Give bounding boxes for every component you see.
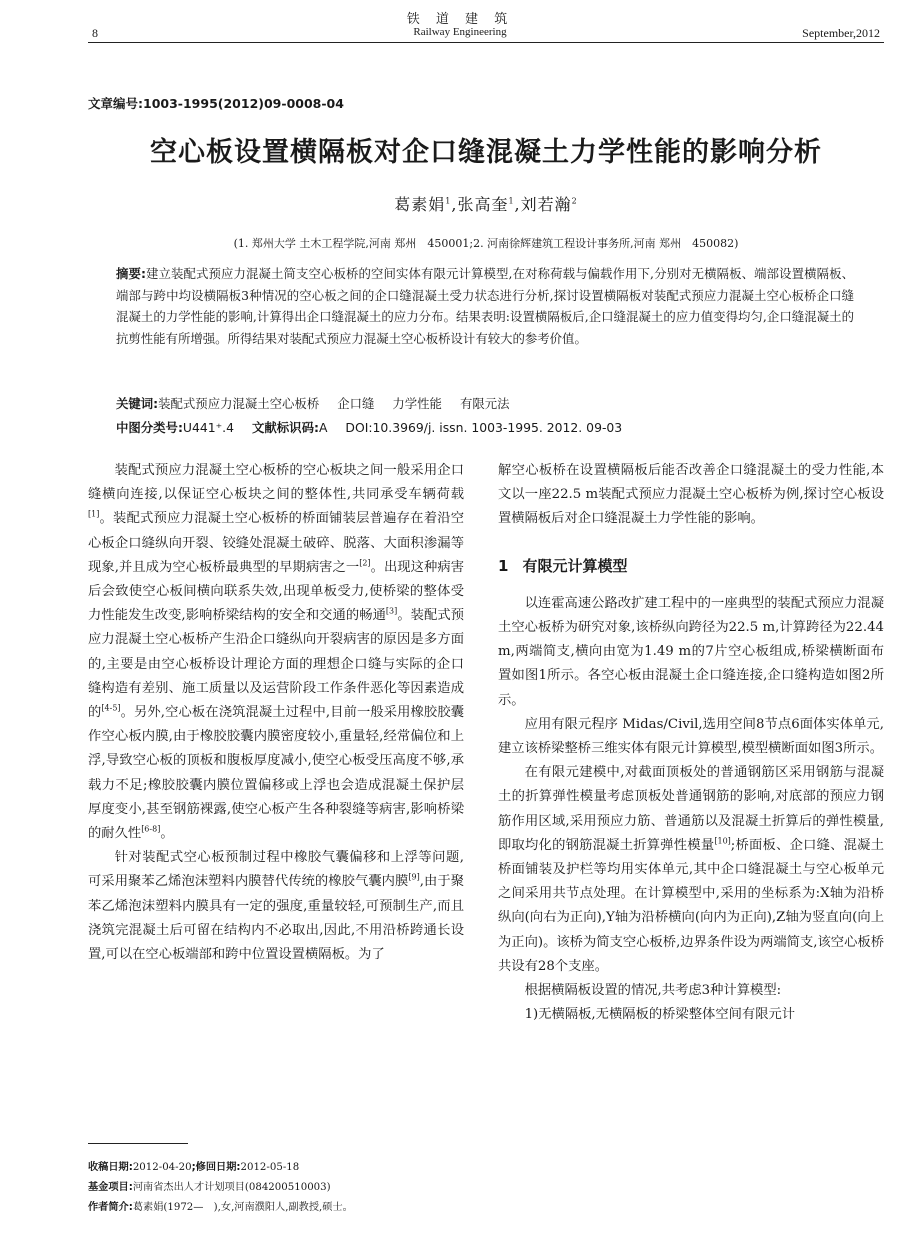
author-list — [88, 192, 884, 215]
footnote-rule — [88, 1143, 188, 1144]
affiliation: (1. 郑州大学 土木工程学院,河南 郑州 450001;2. 河南徐辉建筑工程设计事务所,河南 郑州 450082) — [233, 237, 739, 250]
keyword: 装配式预应力混凝土空心板桥 — [158, 396, 320, 411]
fund-text: 河南省杰出人才计划项目(084200510003) — [132, 1182, 331, 1193]
keyword: 有限元法 — [459, 396, 510, 411]
doc-code-label: 文献标识码: — [252, 420, 319, 435]
doc-code-value: A — [318, 420, 328, 435]
abstract-text: 建立装配式预应力混凝土简支空心板桥的空间实体有限元计算模型,在对称荷载与偏载作用下,分别对无横隔板、端部设置横隔板、端部与跨中均设横隔板3种情况的空心板之间的企口缝混凝土受力状态进行分析,探讨设置横隔板对装配式预应力混凝土空心板桥企口缝混凝土的力学性能的影响,计算得出企口缝混凝土的应力分布。结果表明:设置横隔板后,企口缝混凝土的应力值变得均匀,企口缝混凝土的抗剪性能有所增强。所得结果对装配式预应力混凝土空心板桥设计有较大的参考价值。 — [116, 266, 854, 346]
text-run: 。装配式预应力混凝土空心板桥的桥面铺装层普遍存在着沿空心板企口缝纵向开裂、铰缝处混凝土破碎、脱落、大面积渗漏等现象,并且成为空心板桥最典型的早期病害之一 — [88, 511, 464, 575]
footnote-fund — [88, 1180, 468, 1196]
clc-value: U441⁺.4 — [182, 420, 235, 435]
text-run: ,由于聚苯乙烯泡沫塑料内膜具有一定的强度,重量较轻,可预制生产,而且浇筑完混凝土后可留在结构内不必取出,因此,不用沿桥跨通长设置,可以在空心板端部和跨中位置设置横隔板。为了 — [88, 874, 464, 963]
revised-label: ;修回日期: — [191, 1162, 241, 1173]
keyword: 力学性能 — [392, 396, 442, 411]
classification-line — [116, 418, 854, 436]
paragraph: 解空心板桥在设置横隔板后能否改善企口缝混凝土的受力性能,本文以一座22.5 m装配式预应力混凝土空心板桥为例,探讨空心板设置横隔板后对企口缝混凝土力学性能的影响。 — [498, 463, 884, 527]
author-affil-sup: 1 — [445, 196, 452, 206]
article-number — [88, 94, 344, 112]
footnote-author — [88, 1200, 468, 1216]
author-bio-label: 作者简介: — [88, 1202, 133, 1213]
author-separator: , — [514, 195, 521, 214]
page-number: 8 — [92, 26, 98, 40]
body-left-column — [88, 459, 464, 967]
paragraph: 根据横隔板设置的情况,共考虑3种计算模型: — [524, 983, 782, 999]
author-name: 葛素娟 — [394, 195, 446, 214]
keyword: 企口缝 — [337, 396, 375, 411]
paragraph — [88, 459, 464, 846]
text-run: 。另外,空心板在浇筑混凝土过程中,目前一般采用橡胶胶囊作空心板内膜,由于橡胶胶囊内膜密度较小,重量轻,经常偏位和上浮,导致空心板的顶板和腹板厚度减小,使空心板受压高度不够,承载力不足;橡胶胶囊内膜位置偏移或上浮也会造成混凝土保护层厚度变小,甚至钢筋裸露,使空心板产生各种裂缝等病害,影响桥梁的耐久性 — [88, 705, 465, 842]
journal-name-cn: 铁 道 建 筑 — [406, 12, 514, 27]
abstract-label: 摘要: — [116, 266, 146, 281]
section-heading — [498, 554, 884, 578]
author-name: 刘若瀚 — [520, 195, 572, 214]
keywords — [116, 394, 854, 412]
header-rule — [88, 42, 884, 43]
abstract — [116, 263, 854, 349]
footnote-dates — [88, 1160, 468, 1176]
citation: [9] — [408, 873, 420, 883]
text-run: 在有限元建模中,对截面顶板处的普通钢筋区采用钢筋与混凝土的折算弹性模量考虑顶板处普通钢筋的影响,对底部的预应力钢筋作用区域,采用预应力筋、普通筋以及混凝土折算后的弹性模量,即取均化的钢筋混凝土折算弹性模量 — [498, 765, 884, 853]
citation: [10] — [714, 836, 731, 846]
clc-label: 中图分类号: — [116, 420, 183, 435]
paragraph — [88, 846, 464, 967]
text-run: ;桥面板、企口缝、混凝土桥面铺装及护栏等均用实体单元,其中企口缝混凝土与空心板单元之间采用共节点处理。在计算模型中,采用的坐标系为:X轴为沿桥纵向(向右为正向),Y轴为沿桥横向(向内为正向),Z轴为竖直向(向上为正向)。该桥为简支空心板桥,边界条件设为两端简支,该空心板桥共设有28个支座。 — [498, 837, 885, 974]
text-run: 。 — [160, 826, 174, 842]
citation: [4-5] — [101, 703, 121, 713]
section-number: 1 — [498, 556, 509, 575]
issue-date: September,2012 — [802, 26, 880, 40]
author-separator: , — [451, 195, 458, 214]
received-date: 2012-04-20 — [132, 1162, 192, 1173]
revised-date: 2012-05-18 — [240, 1162, 300, 1173]
paragraph: 1)无横隔板,无横隔板的桥梁整体空间有限元计 — [524, 1007, 796, 1023]
author-bio-text: 葛素娟(1972— ),女,河南濮阳人,副教授,硕士。 — [132, 1202, 353, 1213]
keywords-label: 关键词: — [116, 396, 159, 411]
fund-label: 基金项目: — [88, 1182, 133, 1193]
article-number-label: 文章编号: — [88, 96, 143, 111]
text-run: 。出现这种病害后会致使空心板间横向联系失效,出现单板受力,使桥梁的整体受力性能发生改变,影响桥梁结构的安全和交通的畅通 — [88, 559, 464, 624]
paragraph — [498, 761, 884, 979]
body-right-column — [498, 459, 884, 1027]
journal-name-en: Railway Engineering — [413, 26, 507, 38]
text-run: 。装配式预应力混凝土空心板桥产生沿企口缝纵向开裂病害的原因是多方面的,主要是由空心板桥设计理论方面的理想企口缝与实际的企口缝构造有差别、施工质量以及运营阶段工作条件恶化等因素造成的 — [88, 608, 465, 721]
doi: DOI:10.3969/j. issn. 1003-1995. 2012. 09-03 — [345, 420, 623, 435]
citation: [1] — [88, 509, 100, 519]
citation: [3] — [385, 606, 398, 616]
paragraph: 应用有限元程序 Midas/Civil,选用空间8节点6面体实体单元,建立该桥梁整桥三维实体有限元计算模型,模型横断面如图3所示。 — [498, 716, 884, 757]
citation: [2] — [359, 558, 371, 568]
text-run: 装配式预应力混凝土空心板桥的空心板块之间一般采用企口缝横向连接,以保证空心板块之间的整体性,共同承受车辆荷载 — [88, 463, 464, 503]
citation: [6-8] — [141, 824, 161, 834]
text-run: 针对装配式空心板预制过程中橡胶气囊偏移和上浮等问题,可采用聚苯乙烯泡沫塑料内膜替代传统的橡胶气囊内膜 — [88, 850, 464, 890]
author-affil-sup: 2 — [571, 196, 578, 206]
received-label: 收稿日期: — [88, 1162, 133, 1173]
author-name: 张高奎 — [457, 195, 509, 214]
author-affil-sup: 1 — [508, 196, 515, 206]
paragraph: 以连霍高速公路改扩建工程中的一座典型的装配式预应力混凝土空心板桥为研究对象,该桥纵向跨径为22.5 m,计算跨径为22.44 m,两端简支,横向由宽为1.49 m的7片空心板组成,桥梁横断面布置如图1所示。各空心板由混凝土企口缝连接,企口缝构造如图2所示。 — [498, 595, 884, 708]
article-number-value: 1003-1995(2012)09-0008-04 — [143, 96, 344, 111]
paper-title: 空心板设置横隔板对企口缝混凝土力学性能的影响分析 — [150, 137, 822, 168]
section-title: 有限元计算模型 — [522, 556, 628, 575]
